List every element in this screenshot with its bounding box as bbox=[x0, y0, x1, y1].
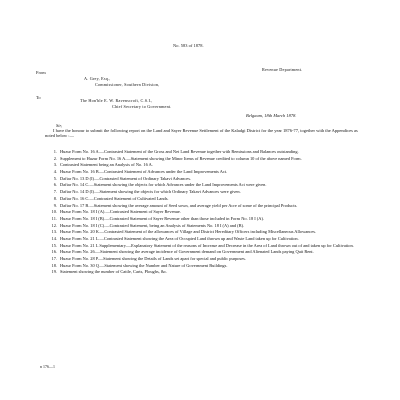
item-text: Huzur Form No. 18 I (B).—Contrasted Statement of Sayer Revenue other than those included in Form No. 18 I (A). bbox=[60, 215, 265, 221]
item-text: Statement showing the number of Cattle, Carts, Ploughs, &c. bbox=[60, 269, 168, 275]
recipient-name: The Hon'ble E. W. Ravenscroft, C.S.I., bbox=[80, 98, 153, 103]
item-number: 9. bbox=[53, 202, 57, 208]
item-text: Huzur Form No. 18 I (C).—Contrasted Statement, being an Analysis of Statements No. 18 I (A) and (B). bbox=[60, 222, 245, 228]
list-item bbox=[45, 169, 360, 174]
item-text: Huzur Form No. 16 B.—Contrasted Statement of Advances under the Land Improvements Act. bbox=[60, 169, 228, 175]
list-item bbox=[45, 243, 360, 248]
item-text: Daftar No. 14 C.—Statement showing the objects for which Advances under the Land Improvements Act were given. bbox=[60, 182, 267, 188]
list-item bbox=[45, 156, 360, 161]
list-item bbox=[45, 249, 360, 254]
item-number: 7. bbox=[53, 189, 57, 195]
item-text: Daftar No. 14 D (I).—Statement showing the objects for which Ordinary Takavi Advances were given. bbox=[60, 189, 241, 195]
list-item bbox=[45, 269, 360, 274]
sender-name: A. Grey, Esq., bbox=[84, 76, 111, 81]
item-text: Huzur Form No. 28 P.—Statement showing the Details of Lands set apart for special and public purposes. bbox=[60, 256, 246, 261]
item-text: Huzur Form No. 20 K.—Contrasted Statement of the allowances of Village and District Hereditary Officers including Miscellaneous Allowances. bbox=[60, 229, 317, 235]
list-item bbox=[45, 196, 360, 201]
item-text: Daftar No. 13 D (I).—Contrasted Statement of Ordinary Takavi Advances. bbox=[60, 175, 192, 181]
list-item bbox=[45, 216, 360, 221]
item-text: Supplement to Huzur Form No. 16 A.—Statement showing the Minor Items of Revenue credited to column 10 of the above named Form. bbox=[60, 155, 302, 161]
item-number: 15. bbox=[51, 242, 57, 248]
item-text: Daftar No. 16 C.—Contrasted Statement of Cultivated Lands. bbox=[60, 195, 169, 201]
item-number: 5. bbox=[53, 175, 57, 181]
to-label: To bbox=[36, 95, 41, 100]
list-item bbox=[45, 229, 360, 234]
item-text: Huzur Form No. 18 I (A).—Contrasted Statement of Sayer Revenue. bbox=[60, 209, 181, 215]
list-item bbox=[45, 209, 360, 214]
item-text: Huzur Form No. 16 A.—Contrasted Statement of the Gross and Net Land Revenue together with Remissions and Balances outstanding. bbox=[60, 149, 299, 154]
list-item bbox=[45, 149, 360, 154]
list-item bbox=[45, 203, 360, 208]
from-label: From bbox=[36, 70, 46, 75]
item-number: 19. bbox=[51, 269, 57, 275]
item-text: Huzur Form No. 26.—Statement showing the average incidence of Government demand on Government and Alienated Lands paying Quit Rent. bbox=[60, 249, 314, 255]
item-number: 2. bbox=[53, 155, 57, 161]
item-text: Contrasted Statement being an Analysis of No. 16 A. bbox=[60, 162, 153, 168]
item-number: 3. bbox=[53, 162, 57, 168]
recipient-title: Chief Secretary to Government. bbox=[112, 104, 172, 109]
appendix-list bbox=[45, 149, 360, 276]
item-number: 13. bbox=[51, 229, 57, 235]
list-item bbox=[45, 263, 360, 268]
printer-mark: n 176—1 bbox=[40, 365, 55, 369]
intro-paragraph: I have the honour to submit the following report on the Land and Sayer Revenue Settlement of the Kaladgi District for the year 1876-77, together with the Appendices as noted below :— bbox=[45, 128, 358, 139]
item-text: Huzur Form No. 21 L.—Contrasted Statement showing the Area of Occupied Land thrown up and Waste Land taken up for Cultivation. bbox=[60, 235, 299, 241]
list-item bbox=[45, 256, 360, 261]
letter-number: No. 583 of 1878. bbox=[173, 43, 204, 48]
item-text: Huzur Form No. 30 Q.—Statement showing the Number and Nature of Government Buildings. bbox=[60, 262, 228, 268]
sender-title: Commissioner, Southern Division, bbox=[95, 82, 160, 87]
item-number: 1. bbox=[53, 149, 57, 154]
item-number: 14. bbox=[51, 235, 57, 241]
item-text: Huzur Form No. 21 L Supplementary.—Explanatory Statement of the reasons of Increase and Decrease in the Area of Land thrown out of and taken up for Cultivation. bbox=[60, 242, 354, 248]
item-text: Daftar No. 17 B.—Statement showing the average amount of Seed sown, and average yield per Acre of some of the principal Products. bbox=[60, 202, 298, 208]
item-number: 17. bbox=[51, 256, 57, 261]
list-item bbox=[45, 223, 360, 228]
item-number: 4. bbox=[53, 169, 57, 175]
item-number: 6. bbox=[53, 182, 57, 188]
list-item bbox=[45, 236, 360, 241]
list-item bbox=[45, 162, 360, 167]
item-number: 18. bbox=[51, 262, 57, 268]
item-number: 11. bbox=[51, 215, 57, 221]
list-item bbox=[45, 189, 360, 194]
list-item bbox=[45, 182, 360, 187]
item-number: 10. bbox=[51, 209, 57, 215]
item-number: 16. bbox=[51, 249, 57, 255]
date-line: Belgaum, 18th March 1878. bbox=[246, 113, 297, 118]
item-number: 12. bbox=[51, 222, 57, 228]
department-heading: Revenue Department. bbox=[262, 67, 303, 72]
list-item bbox=[45, 176, 360, 181]
item-number: 8. bbox=[53, 195, 57, 201]
salutation: Sir, bbox=[56, 123, 62, 128]
